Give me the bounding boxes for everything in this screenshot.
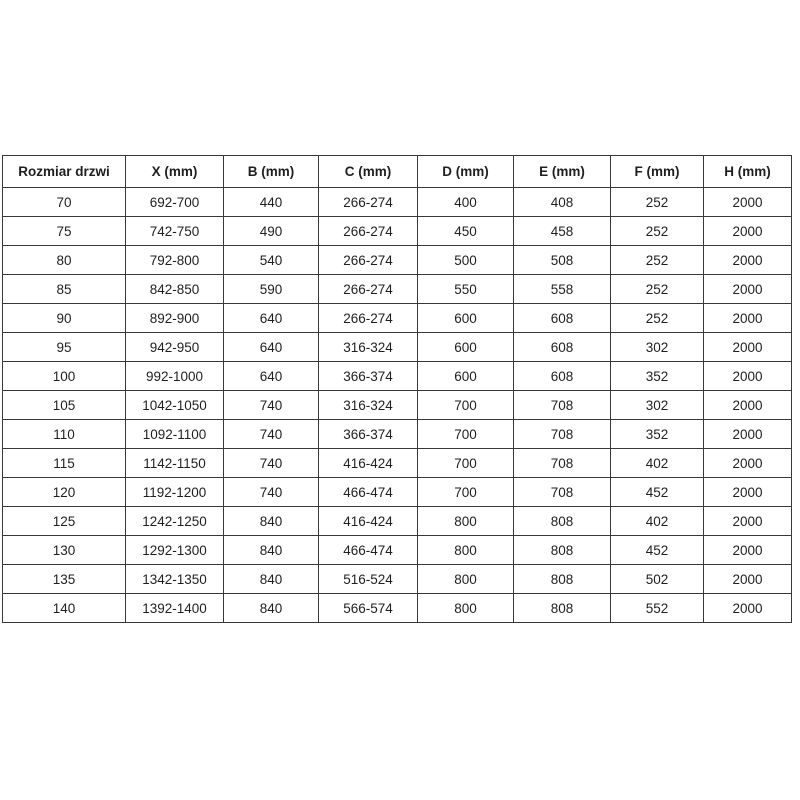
- table-cell: 466-474: [319, 536, 418, 565]
- table-cell: 740: [224, 478, 319, 507]
- table-cell: 700: [418, 478, 514, 507]
- table-row: [3, 420, 792, 449]
- table-cell: 502: [611, 565, 704, 594]
- table-cell: 2000: [704, 275, 792, 304]
- table-cell: 892-900: [126, 304, 224, 333]
- table-cell: 452: [611, 478, 704, 507]
- table-cell: 942-950: [126, 333, 224, 362]
- table-cell: 125: [3, 507, 126, 536]
- table-cell: 550: [418, 275, 514, 304]
- table-cell: 2000: [704, 391, 792, 420]
- table-cell: 266-274: [319, 246, 418, 275]
- table-cell: 840: [224, 565, 319, 594]
- table-cell: 2000: [704, 333, 792, 362]
- table-cell: 266-274: [319, 188, 418, 217]
- table-cell: 808: [514, 507, 611, 536]
- table-cell: 800: [418, 507, 514, 536]
- table-cell: 840: [224, 594, 319, 623]
- table-cell: 708: [514, 478, 611, 507]
- table-cell: 608: [514, 362, 611, 391]
- table-cell: 120: [3, 478, 126, 507]
- table-row: [3, 536, 792, 565]
- table-cell: 2000: [704, 420, 792, 449]
- table-cell: 85: [3, 275, 126, 304]
- column-header: D (mm): [418, 156, 514, 188]
- table-row: [3, 362, 792, 391]
- table-cell: 640: [224, 333, 319, 362]
- table-cell: 302: [611, 391, 704, 420]
- table-cell: 366-374: [319, 362, 418, 391]
- table-cell: 140: [3, 594, 126, 623]
- table-row: [3, 333, 792, 362]
- table-cell: 302: [611, 333, 704, 362]
- table-cell: 450: [418, 217, 514, 246]
- table-cell: 708: [514, 391, 611, 420]
- table-cell: 2000: [704, 246, 792, 275]
- table-cell: 540: [224, 246, 319, 275]
- table-cell: 516-524: [319, 565, 418, 594]
- table-cell: 90: [3, 304, 126, 333]
- table-cell: 70: [3, 188, 126, 217]
- table-cell: 800: [418, 594, 514, 623]
- table-cell: 842-850: [126, 275, 224, 304]
- table-cell: 416-424: [319, 507, 418, 536]
- table-cell: 708: [514, 449, 611, 478]
- table-cell: 552: [611, 594, 704, 623]
- table-cell: 742-750: [126, 217, 224, 246]
- table-cell: 105: [3, 391, 126, 420]
- column-header: X (mm): [126, 156, 224, 188]
- table-cell: 115: [3, 449, 126, 478]
- table-cell: 75: [3, 217, 126, 246]
- table-cell: 992-1000: [126, 362, 224, 391]
- table-cell: 566-574: [319, 594, 418, 623]
- table-cell: 400: [418, 188, 514, 217]
- table-cell: 808: [514, 536, 611, 565]
- table-cell: 692-700: [126, 188, 224, 217]
- table-cell: 800: [418, 565, 514, 594]
- table-row: [3, 275, 792, 304]
- table-cell: 252: [611, 217, 704, 246]
- table-cell: 316-324: [319, 391, 418, 420]
- table-cell: 266-274: [319, 304, 418, 333]
- table-cell: 252: [611, 246, 704, 275]
- table-row: [3, 304, 792, 333]
- table-cell: 352: [611, 420, 704, 449]
- table-cell: 135: [3, 565, 126, 594]
- table-cell: 266-274: [319, 217, 418, 246]
- table-cell: 408: [514, 188, 611, 217]
- table-cell: 1392-1400: [126, 594, 224, 623]
- table-cell: 2000: [704, 188, 792, 217]
- table-cell: 608: [514, 304, 611, 333]
- table-cell: 80: [3, 246, 126, 275]
- table-cell: 840: [224, 536, 319, 565]
- table-cell: 100: [3, 362, 126, 391]
- table-cell: 608: [514, 333, 611, 362]
- column-header: B (mm): [224, 156, 319, 188]
- table-cell: 792-800: [126, 246, 224, 275]
- table-cell: 1292-1300: [126, 536, 224, 565]
- table-header: [3, 156, 792, 188]
- table-row: [3, 449, 792, 478]
- table-cell: 2000: [704, 507, 792, 536]
- column-header: Rozmiar drzwi: [3, 156, 126, 188]
- table-cell: 316-324: [319, 333, 418, 362]
- table-row: [3, 594, 792, 623]
- table-cell: 1142-1150: [126, 449, 224, 478]
- table-cell: 2000: [704, 449, 792, 478]
- table-row: [3, 478, 792, 507]
- table-body: [3, 188, 792, 623]
- table-cell: 2000: [704, 478, 792, 507]
- table-cell: 252: [611, 275, 704, 304]
- table-cell: 2000: [704, 565, 792, 594]
- header-row: [3, 156, 792, 188]
- table-cell: 1242-1250: [126, 507, 224, 536]
- table-cell: 600: [418, 304, 514, 333]
- table-cell: 700: [418, 449, 514, 478]
- table-row: [3, 188, 792, 217]
- table-cell: 740: [224, 391, 319, 420]
- table-cell: 740: [224, 420, 319, 449]
- table-cell: 740: [224, 449, 319, 478]
- table-cell: 508: [514, 246, 611, 275]
- table-cell: 252: [611, 188, 704, 217]
- table-cell: 640: [224, 304, 319, 333]
- table-row: [3, 565, 792, 594]
- table-cell: 2000: [704, 304, 792, 333]
- table-row: [3, 246, 792, 275]
- table-cell: 110: [3, 420, 126, 449]
- table-cell: 266-274: [319, 275, 418, 304]
- table-cell: 2000: [704, 594, 792, 623]
- table-row: [3, 217, 792, 246]
- table-cell: 2000: [704, 536, 792, 565]
- table-cell: 800: [418, 536, 514, 565]
- door-size-table: [2, 155, 792, 623]
- table-cell: 700: [418, 420, 514, 449]
- table-cell: 808: [514, 565, 611, 594]
- table-cell: 1092-1100: [126, 420, 224, 449]
- table-cell: 708: [514, 420, 611, 449]
- table-cell: 402: [611, 449, 704, 478]
- table-cell: 700: [418, 391, 514, 420]
- column-header: C (mm): [319, 156, 418, 188]
- table-cell: 590: [224, 275, 319, 304]
- table-cell: 458: [514, 217, 611, 246]
- table-cell: 808: [514, 594, 611, 623]
- table-cell: 2000: [704, 217, 792, 246]
- table-cell: 452: [611, 536, 704, 565]
- table-cell: 1192-1200: [126, 478, 224, 507]
- table-row: [3, 391, 792, 420]
- table-cell: 490: [224, 217, 319, 246]
- table-cell: 95: [3, 333, 126, 362]
- column-header: E (mm): [514, 156, 611, 188]
- table-cell: 440: [224, 188, 319, 217]
- table-cell: 1042-1050: [126, 391, 224, 420]
- table-cell: 252: [611, 304, 704, 333]
- table-cell: 558: [514, 275, 611, 304]
- table-cell: 500: [418, 246, 514, 275]
- table-row: [3, 507, 792, 536]
- table-cell: 402: [611, 507, 704, 536]
- table-cell: 640: [224, 362, 319, 391]
- column-header: H (mm): [704, 156, 792, 188]
- table-cell: 840: [224, 507, 319, 536]
- table-cell: 600: [418, 333, 514, 362]
- table-cell: 366-374: [319, 420, 418, 449]
- table-cell: 466-474: [319, 478, 418, 507]
- table-cell: 600: [418, 362, 514, 391]
- table-cell: 416-424: [319, 449, 418, 478]
- table-cell: 130: [3, 536, 126, 565]
- table-cell: 352: [611, 362, 704, 391]
- column-header: F (mm): [611, 156, 704, 188]
- table-cell: 1342-1350: [126, 565, 224, 594]
- table-cell: 2000: [704, 362, 792, 391]
